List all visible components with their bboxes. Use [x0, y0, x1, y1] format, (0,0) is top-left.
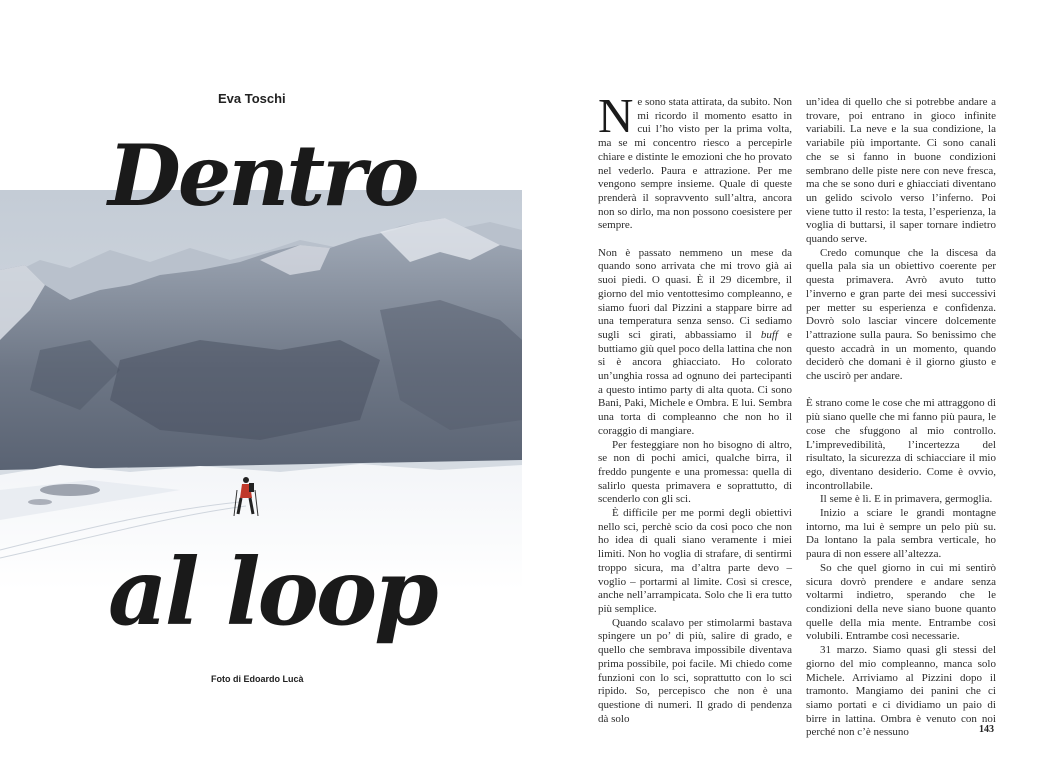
page-number: 143	[979, 724, 994, 735]
title-line-2: al loop	[108, 538, 436, 646]
paragraph: È strano come le cose che mi attraggono di più siano quelle che mi fanno più paura, le cose che sfuggono al mio controllo. L’imprevedibilità, l’incertezza del risultato, la sicurezza di schiacciare il mio ego, diventano desiderio. Come è ovvio, incontrollabile.	[806, 397, 996, 492]
paragraph	[598, 88, 792, 233]
text-column-2	[806, 96, 996, 740]
paragraph: Per festeggiare non ho bisogno di altro, se non di pochi amici, qualche birra, il freddo pungente e una promessa: quella di salirlo questa primavera e soprattutto, di scenderlo con gli sci.	[598, 438, 792, 506]
drop-cap: N	[598, 88, 634, 143]
paragraph: un’idea di quello che si potrebbe andare a trovare, poi entrano in gioco infinite variabili. La neve e la sua condizione, la variabile più importante. Ci sono canali che se si fanno in buone condizioni sembrano delle piste nere con neve fresca, ma che se sono duri e ghiacciati diventano un gelido scivolo verso l’inferno. Poi viene tutto il resto: la testa, l’esperienza, la voglia di buttarsi, il saper tornare indietro quando serve.	[806, 96, 996, 246]
paragraph: Inizio a sciare le grandi montagne intorno, ma lui è sempre un pelo più su. Da lontano la pala sembra verticale, ho paura di non essere all’altezza.	[806, 507, 996, 561]
paragraph: So che quel giorno in cui mi sentirò sicura dovrò prendere e andare senza voltarmi indietro, sperando che le condizioni della neve siano buone quanto quelle della mia mente. Entrambe così volubili. Entrambe così necessarie.	[806, 561, 996, 643]
photo-credit: Foto di Edoardo Lucà	[211, 674, 304, 684]
paragraph: Credo comunque che la discesa da quella pala sia un obiettivo coerente per questa primavera. Avrò avuto tutto l’inverno e gran parte dei mesi successivi per metter su esperienza e confidenza. Dovrò solo lasciar vincere dolcemente l’attrazione sulla paura. So benissimo che questo accadrà in un momento, quando deciderò che domani è il giorno giusto e che uscirò per andare.	[806, 246, 996, 383]
text-column-1	[598, 88, 792, 726]
paragraph: Il seme è lì. E in primavera, germoglia.	[820, 493, 993, 506]
paragraph-text: e sono stata attirata, da subito. Non mi ricordo il momento esatto in cui l’ho visto per la prima volta, ma se mi concentro riesco a percepirle chiare e distinte le emozioni che ho provato nel vederlo. Paura e attrazione. Per me vengono sempre insieme. Quale di queste prenderà il sopravvento sull’altra, ancora non so dirlo, ma non possono coesistere per sempre.	[598, 96, 792, 232]
italic-word: buff	[760, 328, 778, 341]
author-name: Eva Toschi	[218, 91, 286, 106]
mountain-photo-image	[0, 190, 522, 590]
paragraph: 31 marzo. Siamo quasi gli stessi del giorno del mio compleanno, manca solo Michele. Arriviamo al Pizzini dopo il tramonto. Mangiamo dei panini che ci siamo portati e ci dividiamo un paio di birre in lattina. Ombra è venuto con noi perché non c’è nessuno	[806, 644, 996, 739]
title-line-1: Dentro	[108, 126, 417, 225]
paragraph	[598, 247, 792, 439]
paragraph: È difficile per me pormi degli obiettivi nello sci, perchè scio da così poco che non ho idea di quali siano veramente i miei limiti. Non ho voglia di strafare, di sentirmi troppo sicura, ma d’altra parte devo – voglio – portarmi al limite. Così si cresce, anche nell’arrampicata. Solo che lì era tutto più semplice.	[598, 507, 792, 615]
paragraph: Quando scalavo per stimolarmi bastava spingere un po’ di più, salire di grado, e quello che sembrava impossibile diventava prima possibile, poi facile. Mi chiedo come funzioni con lo sci, soprattutto con lo sci ripido. So, percepisco che non è una questione di numeri. Il grado di pendenza dà solo	[598, 616, 792, 725]
paragraph-text: Non è passato nemmeno un mese da quando sono arrivata che mi trovo già ai suoi piedi. O quasi. È il 29 dicembre, il giorno del mio ventottesimo compleanno, e siamo fuori dal Pizzini a stappare birre ad una temperatura senza senso. Ci sediamo sugli sci girati, abbassiamo il	[598, 246, 792, 341]
paragraph-text: e buttiamo giù quel poco della lattina che non si è ancora ghiacciato. Ho colorato un’unghia rossa ad ognuno dei partecipanti a questo intimo party di alta quota. Ci sono Bani, Paki, Michele e Ombra. E lui. Sembra una torta di compleanno che non ho il coraggio di mangiare.	[598, 328, 792, 437]
mountain-photo	[0, 190, 522, 590]
